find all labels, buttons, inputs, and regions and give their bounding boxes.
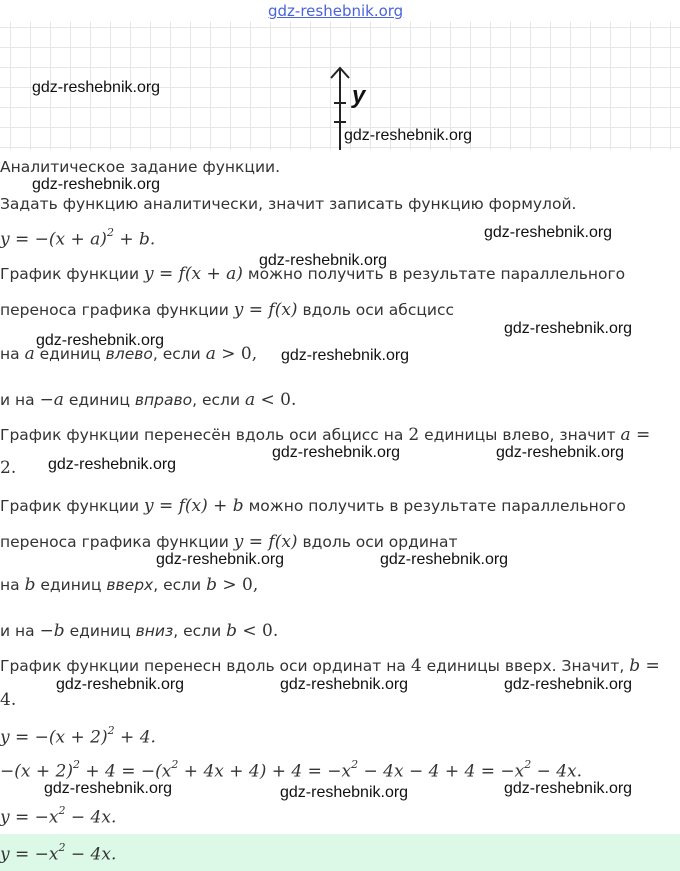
watermark: gdz-reshebnik.org [280,784,409,801]
site-link[interactable]: gdz-reshebnik.org [268,2,404,20]
y-axis-label: y [352,82,366,109]
watermark: gdz-reshebnik.org [484,224,613,241]
equation-expanded: $-(x + 2)^2 + 4 = -(x^2 + 4x + 4) + 4 = -x^2 - 4x - 4 + 4 = -x^2 - 4x$. [0,758,583,782]
moved-x-statement: График функции перенесён вдоль оси абцисс на 2 единицы влево, значит a = [0,425,651,445]
watermark: gdz-reshebnik.org [32,176,161,193]
watermark: gdz-reshebnik.org [32,79,161,96]
shift-up-rule: на b единиц вверх, если b > 0, [0,575,259,595]
moved-x-value: 2. [0,458,17,478]
watermark: gdz-reshebnik.org [504,676,633,693]
watermark: gdz-reshebnik.org [259,252,388,269]
watermark: gdz-reshebnik.org [380,551,509,568]
watermark: gdz-reshebnik.org [36,332,165,349]
shift-x-line2: переноса графика функции y = f(x) вдоль оси абсцисс [0,300,455,320]
watermark: gdz-reshebnik.org [56,676,185,693]
shift-down-rule: и на −b единиц вниз, если b < 0. [0,621,279,641]
watermark: gdz-reshebnik.org [48,456,177,473]
shift-left-rule: на a единиц влево, если a > 0, [0,344,258,364]
heading: Аналитическое задание функции. [0,158,281,176]
shift-y-line2: переноса графика функции y = f(x) вдоль оси ординат [0,532,458,552]
watermark: gdz-reshebnik.org [504,320,633,337]
equation-substituted: $y = -(x + 2)^2 + 4$. [0,724,156,748]
definition: Задать функцию аналитически, значит записать функцию формулой. [0,195,577,213]
shift-right-rule: и на −a единиц вправо, если a < 0. [0,390,297,410]
formula-general: $y = -(x + a)^2 + b$. [0,226,156,250]
watermark: gdz-reshebnik.org [281,347,410,364]
final-answer: $y = -x^2 - 4x$. [0,841,117,865]
watermark: gdz-reshebnik.org [44,780,173,797]
watermark: gdz-reshebnik.org [280,676,409,693]
watermark: gdz-reshebnik.org [272,444,401,461]
equation-result: $y = -x^2 - 4x$. [0,804,117,828]
moved-y-value: 4. [0,690,17,710]
watermark: gdz-reshebnik.org [504,780,633,797]
watermark: gdz-reshebnik.org [496,444,625,461]
shift-x-line1: График функции y = f(x + a) можно получить в результате параллельного [0,264,626,284]
moved-y-statement: График функции перенесн вдоль оси ординат на 4 единицы вверх. Значит, b = [0,656,660,676]
watermark: gdz-reshebnik.org [156,551,285,568]
watermark: gdz-reshebnik.org [344,127,473,144]
shift-y-line1: График функции y = f(x) + b можно получить в результате параллельного [0,496,626,516]
